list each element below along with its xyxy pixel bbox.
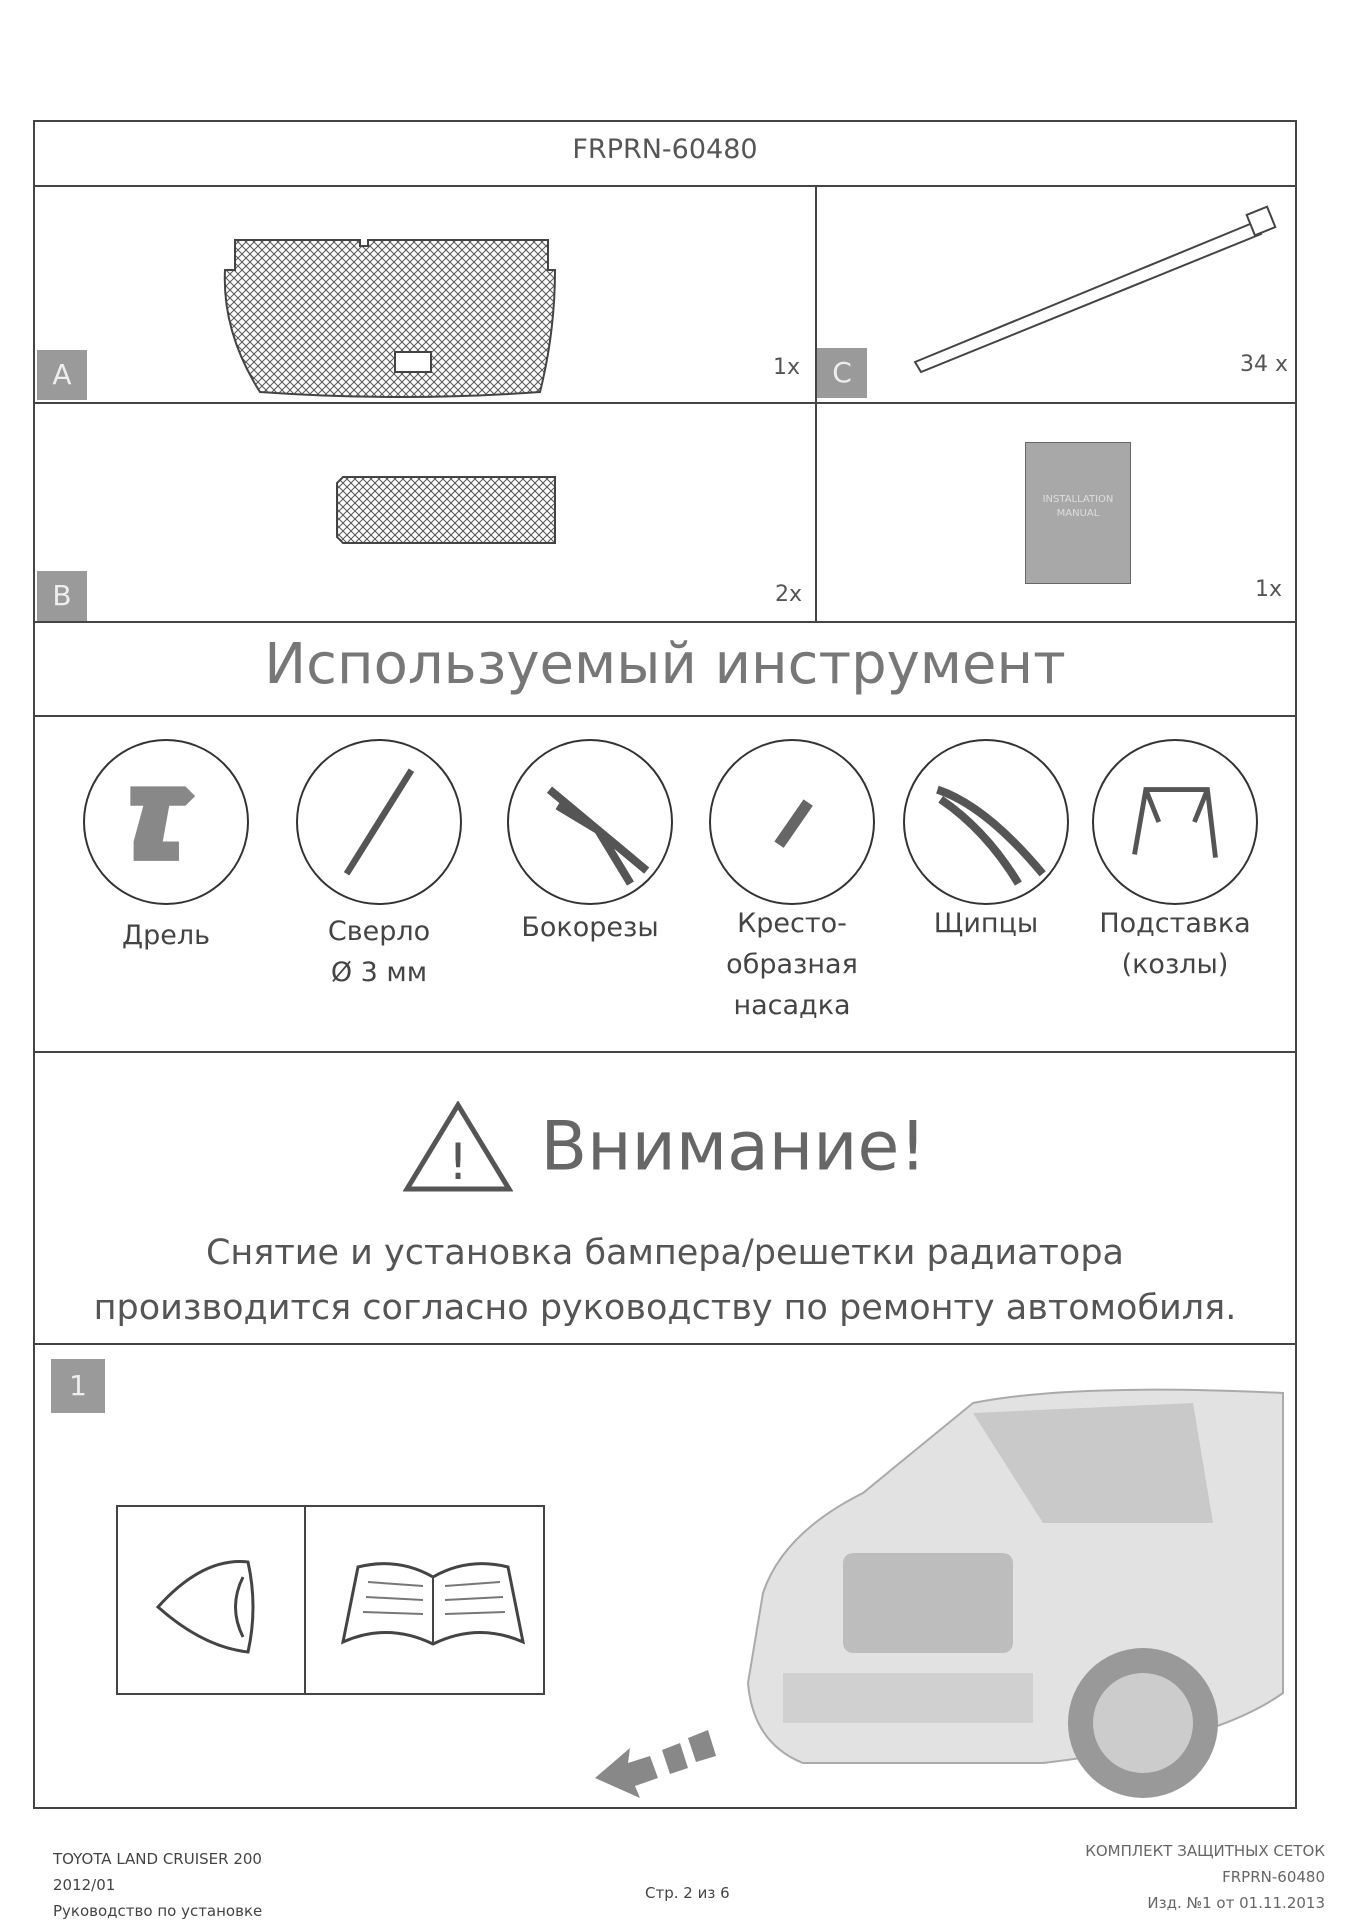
part-b-quantity: 2x <box>775 582 803 607</box>
installation-manual-image: INSTALLATION MANUAL <box>1025 442 1131 584</box>
instruction-frame <box>33 120 1297 1809</box>
part-label-a: A <box>37 350 87 400</box>
inspect-manual-icons <box>116 1505 545 1695</box>
step-1-panel <box>35 1343 1295 1809</box>
footer-kit-name: КОМПЛЕКТ ЗАЩИТНЫХ СЕТОК <box>1085 1842 1325 1860</box>
part-label-c: C <box>817 348 867 398</box>
footer-right <box>1085 1838 1325 1916</box>
tools-row <box>35 715 1295 1051</box>
tool-label-phillips-bit: Кресто- образная насадка <box>726 908 858 1021</box>
step-number: 1 <box>51 1359 105 1413</box>
tools-heading: Используемый инструмент <box>264 632 1066 697</box>
direction-arrow-icon <box>590 1718 720 1808</box>
side-mesh-image <box>335 475 565 555</box>
manual-quantity: 1x <box>1255 577 1283 602</box>
warning-line-2: производится согласно руководству по ремонту автомобиля. <box>93 1288 1237 1328</box>
open-book-icon <box>333 1552 533 1662</box>
page-number: Стр. 2 из 6 <box>645 1884 730 1902</box>
svg-text:!: ! <box>448 1133 469 1191</box>
drill-bit-icon <box>296 739 462 905</box>
part-c-quantity: 34 x <box>1240 352 1289 377</box>
part-a-quantity: 1x <box>773 355 801 380</box>
warning-line-1: Снятие и установка бампера/решетки радиатора <box>205 1233 1124 1273</box>
drill-icon <box>83 739 249 905</box>
pliers-icon <box>903 739 1069 905</box>
warning-title: Внимание! <box>540 1107 927 1187</box>
tool-label-side-cutters: Бокорезы <box>521 912 659 943</box>
footer-left <box>53 1846 262 1924</box>
footer-part-number: FRPRN-60480 <box>1222 1868 1325 1886</box>
document-title: FRPRN-60480 <box>572 134 758 165</box>
footer-vehicle: TOYOTA LAND CRUISER 200 <box>53 1850 262 1868</box>
warning-triangle-icon <box>403 1101 513 1193</box>
warning-section <box>35 1051 1295 1343</box>
tool-label-stand: Подставка (козлы) <box>1099 908 1251 980</box>
tool-label-pliers: Щипцы <box>933 908 1039 939</box>
part-label-b: B <box>37 571 87 621</box>
main-grille-mesh-image <box>210 222 600 402</box>
vehicle-front-image <box>743 1363 1288 1803</box>
side-cutters-icon <box>507 739 673 905</box>
phillips-bit-icon <box>709 739 875 905</box>
footer-edition: Изд. №1 от 01.11.2013 <box>1147 1894 1325 1912</box>
footer-date: 2012/01 <box>53 1876 116 1894</box>
tool-label-drill-bit: Сверло Ø 3 мм <box>327 916 431 988</box>
stand-icon <box>1092 739 1258 905</box>
eye-icon <box>148 1537 278 1667</box>
tool-label-drill: Дрель <box>121 920 210 951</box>
footer-doc-type: Руководство по установке <box>53 1902 263 1920</box>
